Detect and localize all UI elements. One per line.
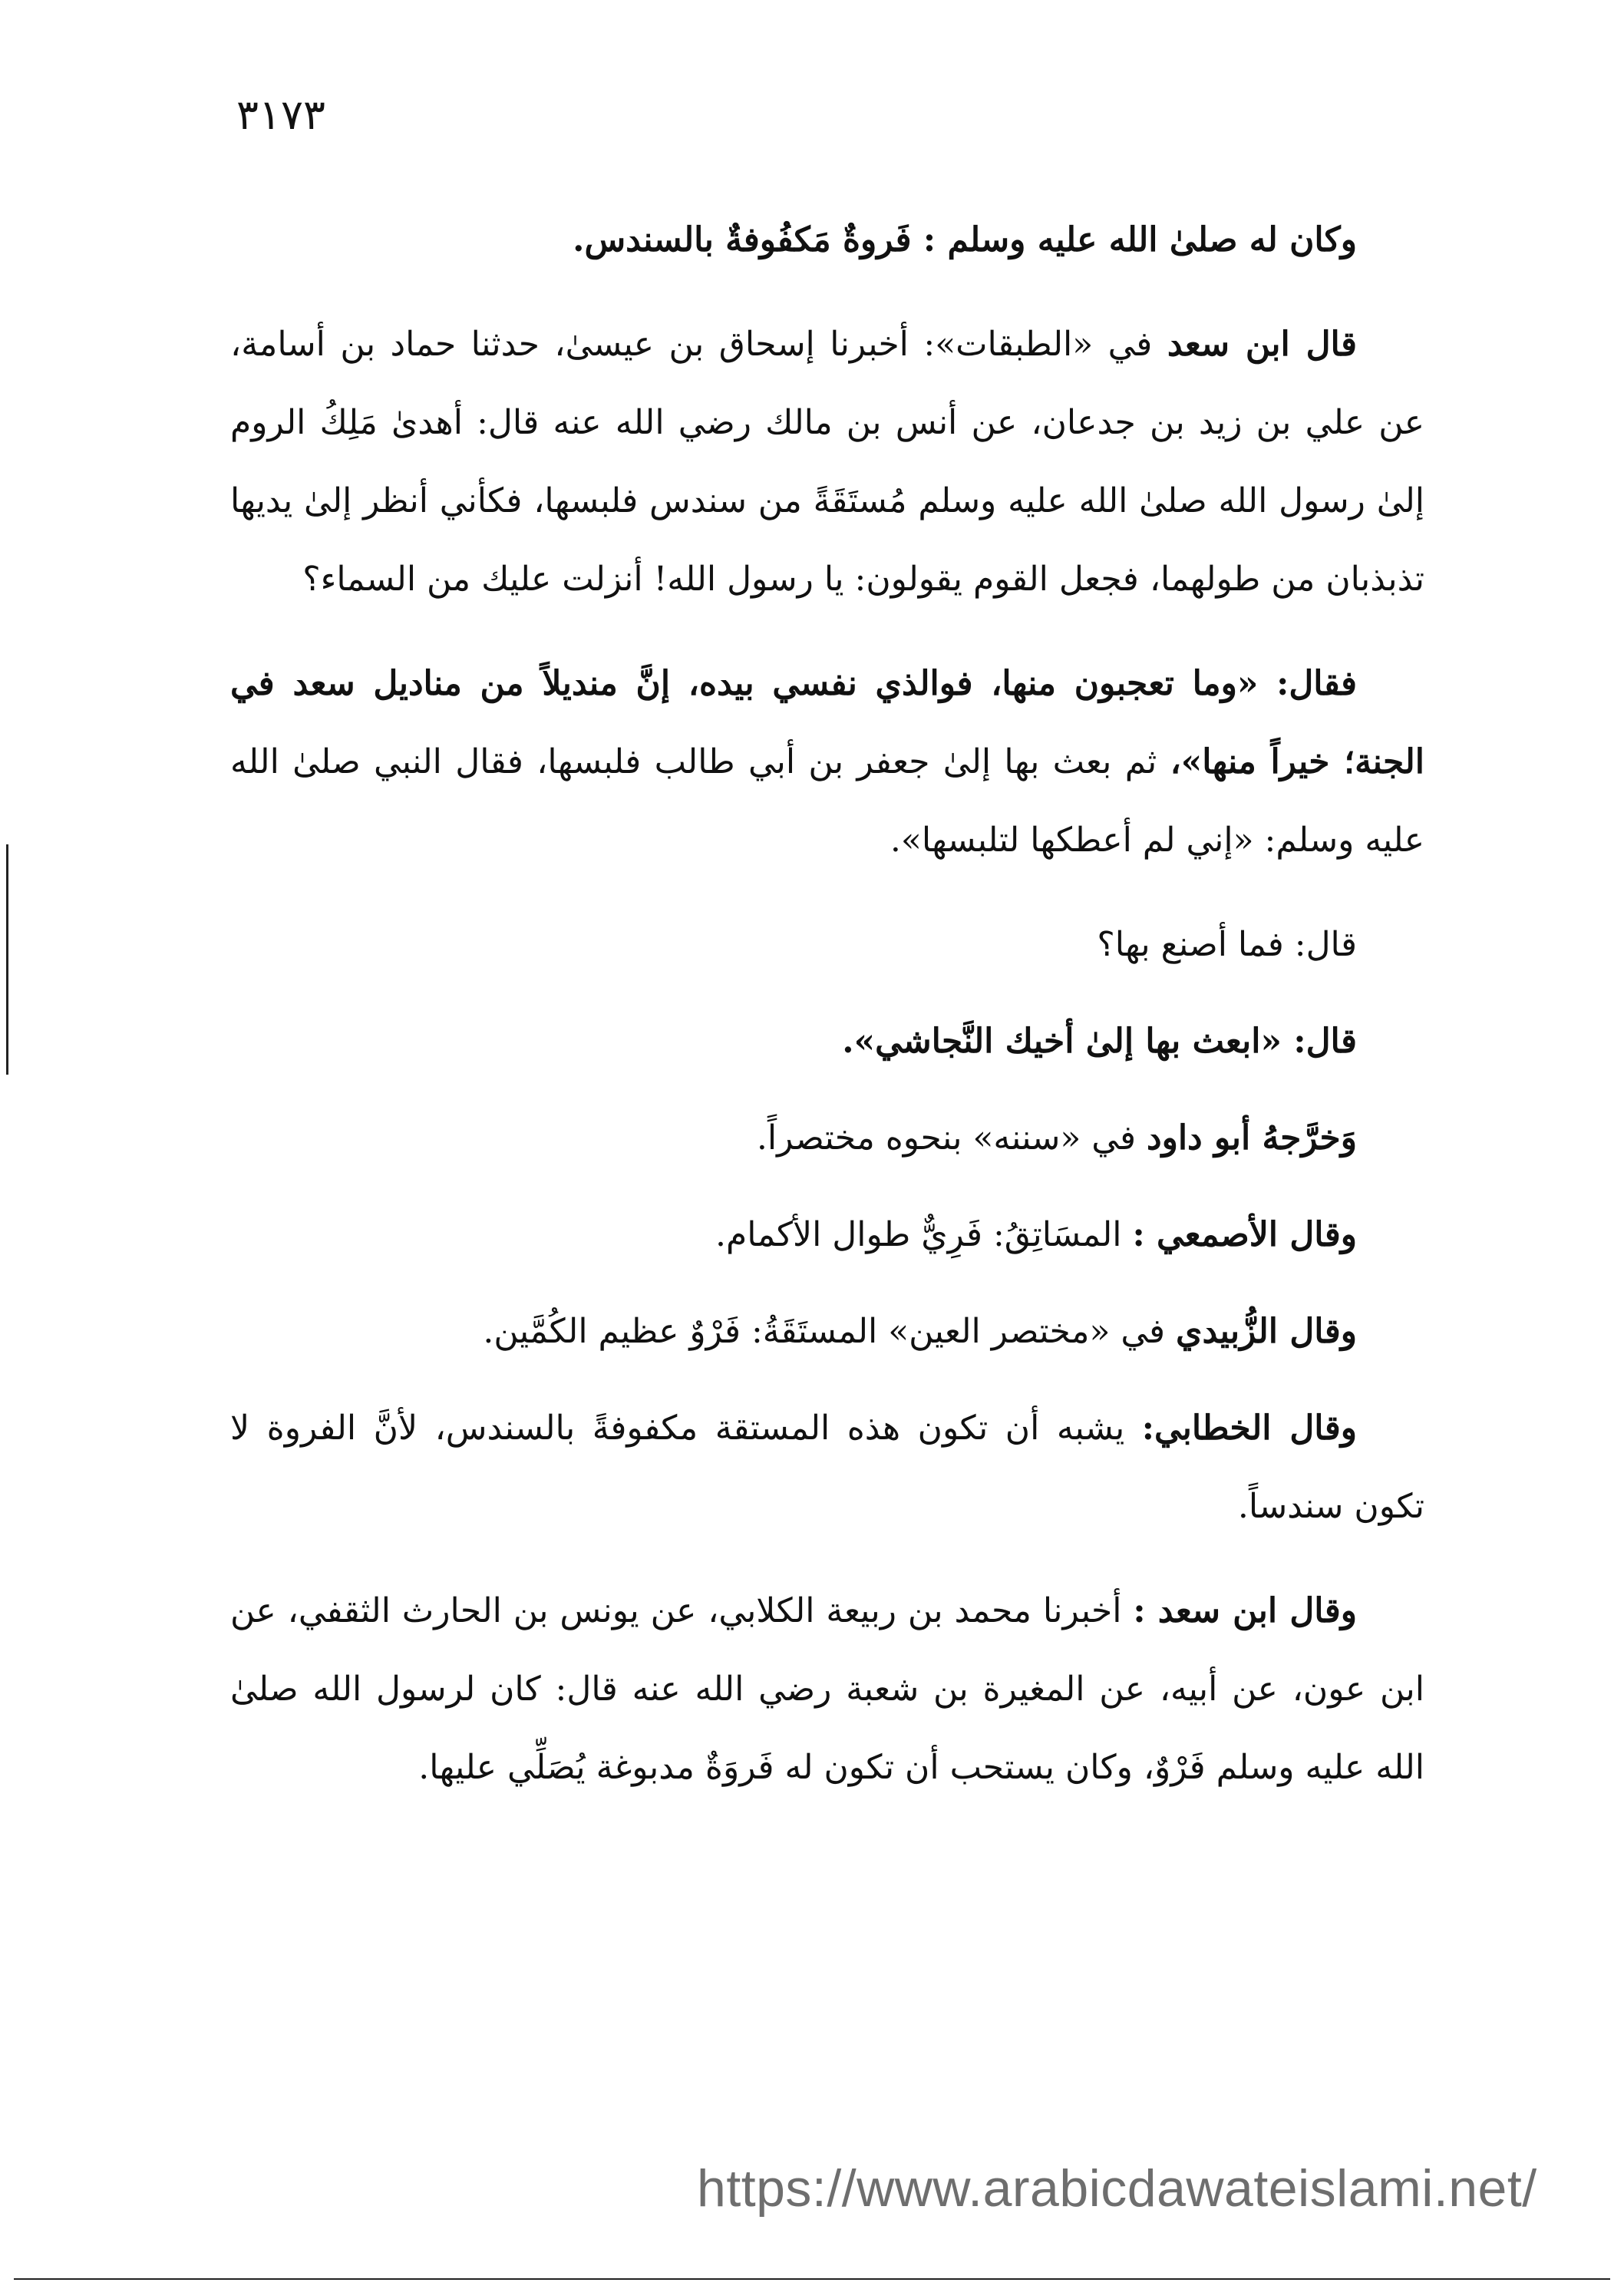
paragraph-9 bbox=[230, 1389, 1424, 1546]
paragraph-6-lead: وَخرَّجهُ أبو داود bbox=[1146, 1118, 1357, 1158]
margin-mark bbox=[6, 844, 8, 1075]
paragraph-8-text: في «مختصر العين» المستَقَةُ: فَرْوٌ عظيم الكُمَّين. bbox=[483, 1312, 1177, 1351]
paragraph-10 bbox=[230, 1572, 1424, 1807]
page-number: ٣١٧٣ bbox=[236, 91, 326, 139]
paragraph-3-lead: فقال: «وما تعجبون منها، فوالذي نفسي بيده، إنَّ منديلاً من مناديل سعد في الجنة؛ خيراً منها»، bbox=[230, 664, 1424, 781]
paragraph-6 bbox=[230, 1099, 1424, 1178]
page-body bbox=[230, 201, 1424, 1833]
bottom-rule bbox=[14, 2278, 1610, 2280]
paragraph-10-lead: وقال ابن سعد : bbox=[1133, 1591, 1357, 1630]
paragraph-3-text: ثم بعث بها إلىٰ جعفر بن أبي طالب فلبسها، فقال النبي صلىٰ الله عليه وسلم: «إني لم أعطكها لتلبسها». bbox=[230, 742, 1424, 860]
paragraph-10-text: أخبرنا محمد بن ربيعة الكلابي، عن يونس بن الحارث الثقفي، عن ابن عون، عن أبيه، عن المغيرة بن شعبة رضي الله عنه قال: كان لرسول الله صلىٰ الله عليه وسلم فَرْوٌ، وكان يستحب أن تكون له فَروَةٌ مدبوغة يُصَلِّي عليها. bbox=[230, 1591, 1424, 1787]
paragraph-7-lead: وقال الأصمعي : bbox=[1132, 1215, 1357, 1254]
paragraph-6-text: في «سننه» بنحوه مختصراً. bbox=[756, 1118, 1147, 1158]
paragraph-2 bbox=[230, 306, 1424, 619]
paragraph-1-text: فَروةٌ مَكفُوفةٌ بالسندس. bbox=[573, 220, 923, 259]
paragraph-5 bbox=[230, 1002, 1424, 1081]
paragraph-8 bbox=[230, 1293, 1424, 1371]
paragraph-1 bbox=[230, 201, 1424, 279]
paragraph-5-lead: قال: «ابعث بها إلىٰ أخيك النَّجاشي». bbox=[842, 1022, 1357, 1061]
paragraph-3 bbox=[230, 645, 1424, 880]
paragraph-1-lead: وكان له صلىٰ الله عليه وسلم : bbox=[923, 220, 1357, 259]
footer-url[interactable]: https://www.arabicdawateislami.net/ bbox=[697, 2159, 1537, 2218]
paragraph-4-lead: قال: فما أصنع بها؟ bbox=[1097, 925, 1357, 964]
paragraph-2-lead: قال ابن سعد bbox=[1167, 325, 1358, 364]
paragraph-9-lead: وقال الخطابي: bbox=[1141, 1409, 1357, 1448]
paragraph-9-text: يشبه أن تكون هذه المستقة مكفوفةً بالسندس، لأنَّ الفروة لا تكون سندساً. bbox=[230, 1409, 1424, 1526]
paragraph-7 bbox=[230, 1196, 1424, 1274]
paragraph-8-lead: وقال الزُّبيدي bbox=[1176, 1312, 1357, 1351]
paragraph-7-text: المسَاتِقُ: فَرِيٌّ طوال الأكمام. bbox=[715, 1215, 1133, 1254]
paragraph-2-text: في «الطبقات»: أخبرنا إسحاق بن عيسىٰ، حدثنا حماد بن أسامة، عن علي بن زيد بن جدعان، عن أنس بن مالك رضي الله عنه قال: أهدىٰ مَلِكُ الروم إلىٰ رسول الله صلىٰ الله عليه وسلم مُستَقَةً من سندس فلبسها، فكأني أنظر إلىٰ يديها تذبذبان من طولهما، فجعل القوم يقولون: يا رسول الله! أنزلت عليك من السماء؟ bbox=[230, 325, 1424, 599]
paragraph-4 bbox=[230, 906, 1424, 984]
